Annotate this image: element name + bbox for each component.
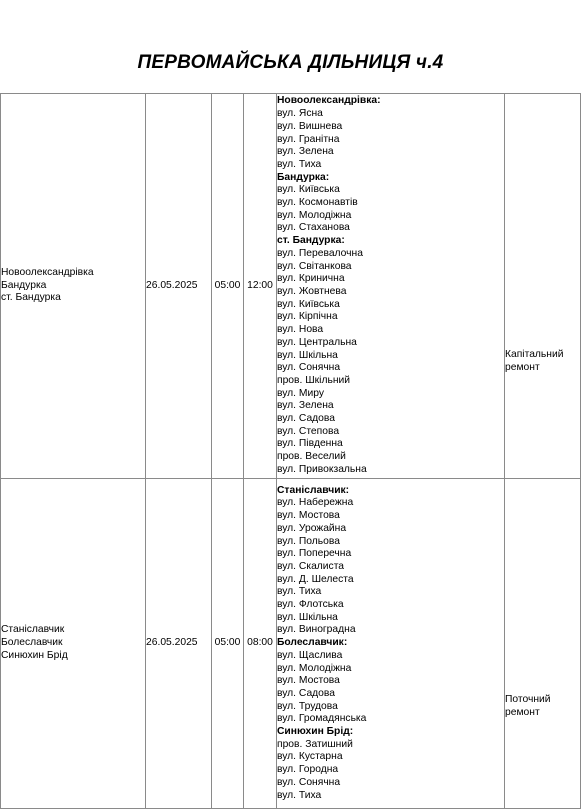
settlement-header: ст. Бандурка: [277, 235, 345, 247]
street-item: вул. Центральна [277, 336, 357, 348]
street-item: вул. Флотська [277, 599, 344, 611]
street-item: вул. Київська [277, 298, 340, 310]
outage-schedule-table [0, 93, 581, 809]
street-item: вул. Щаслива [277, 649, 343, 661]
street-item: вул. Нова [277, 324, 324, 336]
settlement-name: Бандурка [1, 279, 47, 291]
street-item: вул. Мостова [277, 510, 340, 522]
street-item: вул. Гранітна [277, 133, 340, 145]
street-item: вул. Сонячна [277, 362, 341, 374]
start-time-cell: 05:00 [212, 94, 244, 479]
street-item: пров. Затишний [277, 738, 353, 750]
settlement-name: Новоолександрівка [1, 266, 94, 278]
street-item: вул. Вишнева [277, 120, 343, 132]
streets-cell [277, 479, 505, 809]
street-item: вул. Мостова [277, 675, 340, 687]
street-item: вул. Шкільна [277, 611, 338, 623]
street-item: вул. Зелена [277, 146, 334, 158]
street-item: вул. Польова [277, 535, 340, 547]
work-type-line: ремонт [505, 707, 540, 718]
street-item: вул. Тиха [277, 158, 322, 170]
street-item: вул. Зелена [277, 400, 334, 412]
street-item: вул. Жовтнева [277, 286, 347, 297]
street-item: вул. Молодіжна [277, 209, 352, 221]
street-item: вул. Громадянська [277, 713, 367, 725]
work-type-line: ремонт [505, 361, 540, 373]
settlement-header: Синюхин Брід: [277, 726, 354, 738]
street-item: вул. Шкільна [277, 349, 338, 361]
street-item: вул. Стаханова [277, 222, 350, 234]
end-time-cell: 12:00 [244, 94, 277, 479]
settlement-header: Болеславчик: [277, 637, 348, 649]
street-item: пров. Шкільний [277, 374, 351, 386]
street-item: вул. Д. Шелеста [277, 573, 354, 585]
table-row [1, 94, 581, 479]
settlement-header: Новоолександрівка: [277, 95, 381, 107]
work-type-cell [505, 94, 581, 479]
work-type-line: Капітальний [505, 348, 564, 360]
date-cell: 26.05.2025 [146, 94, 212, 479]
street-item: вул. Південна [277, 438, 343, 450]
work-type-line: Поточний [505, 694, 551, 706]
settlement-header: Бандурка: [277, 171, 330, 183]
settlement-name: ст. Бандурка [1, 292, 61, 304]
settlement-header: Станіславчик: [277, 484, 350, 496]
settlement-name: Станіславчик [1, 624, 65, 636]
page-title: ПЕРВОМАЙСЬКА ДІЛЬНИЦЯ ч.4 [137, 52, 444, 73]
street-item: вул. Привокзальна [277, 463, 367, 475]
street-item: вул. Кустарна [277, 751, 343, 763]
settlements-cell [1, 94, 146, 479]
street-item: вул. Трудова [277, 700, 338, 712]
street-item: вул. Садова [277, 687, 335, 699]
street-item: вул. Набережна [277, 497, 354, 509]
settlement-name: Болеславчик [1, 637, 63, 649]
table-row [1, 479, 581, 809]
start-time-cell: 05:00 [212, 479, 244, 809]
settlements-cell [1, 479, 146, 809]
street-item: вул. Київська [277, 184, 340, 196]
street-item: вул. Скалиста [277, 560, 345, 572]
street-item: вул. Тиха [277, 789, 322, 801]
street-item: вул. Садова [277, 413, 335, 425]
street-item: вул. Виноградна [277, 624, 356, 636]
street-item: вул. Кірпічна [277, 311, 338, 323]
work-type-cell [505, 479, 581, 809]
street-item: вул. Урожайна [277, 522, 347, 534]
street-item: вул. Космонавтів [277, 197, 358, 209]
street-item: вул. Молодіжна [277, 662, 352, 674]
street-item: вул. Світанкова [277, 260, 352, 272]
end-time-cell: 08:00 [244, 479, 277, 809]
street-item: пров. Веселий [277, 451, 346, 463]
street-item: вул. Поперечна [277, 548, 352, 560]
street-item: вул. Тиха [277, 586, 322, 598]
streets-cell [277, 94, 505, 479]
street-item: вул. Сонячна [277, 776, 341, 788]
street-item: вул. Степова [277, 425, 340, 437]
settlement-name: Синюхин Брід [1, 649, 68, 661]
street-item: вул. Ясна [277, 108, 323, 120]
street-item: вул. Городна [277, 764, 339, 776]
street-item: вул. Миру [277, 387, 324, 399]
street-item: вул. Перевалочна [277, 247, 363, 259]
street-item: вул. Кринична [277, 273, 345, 285]
date-cell: 26.05.2025 [146, 479, 212, 809]
